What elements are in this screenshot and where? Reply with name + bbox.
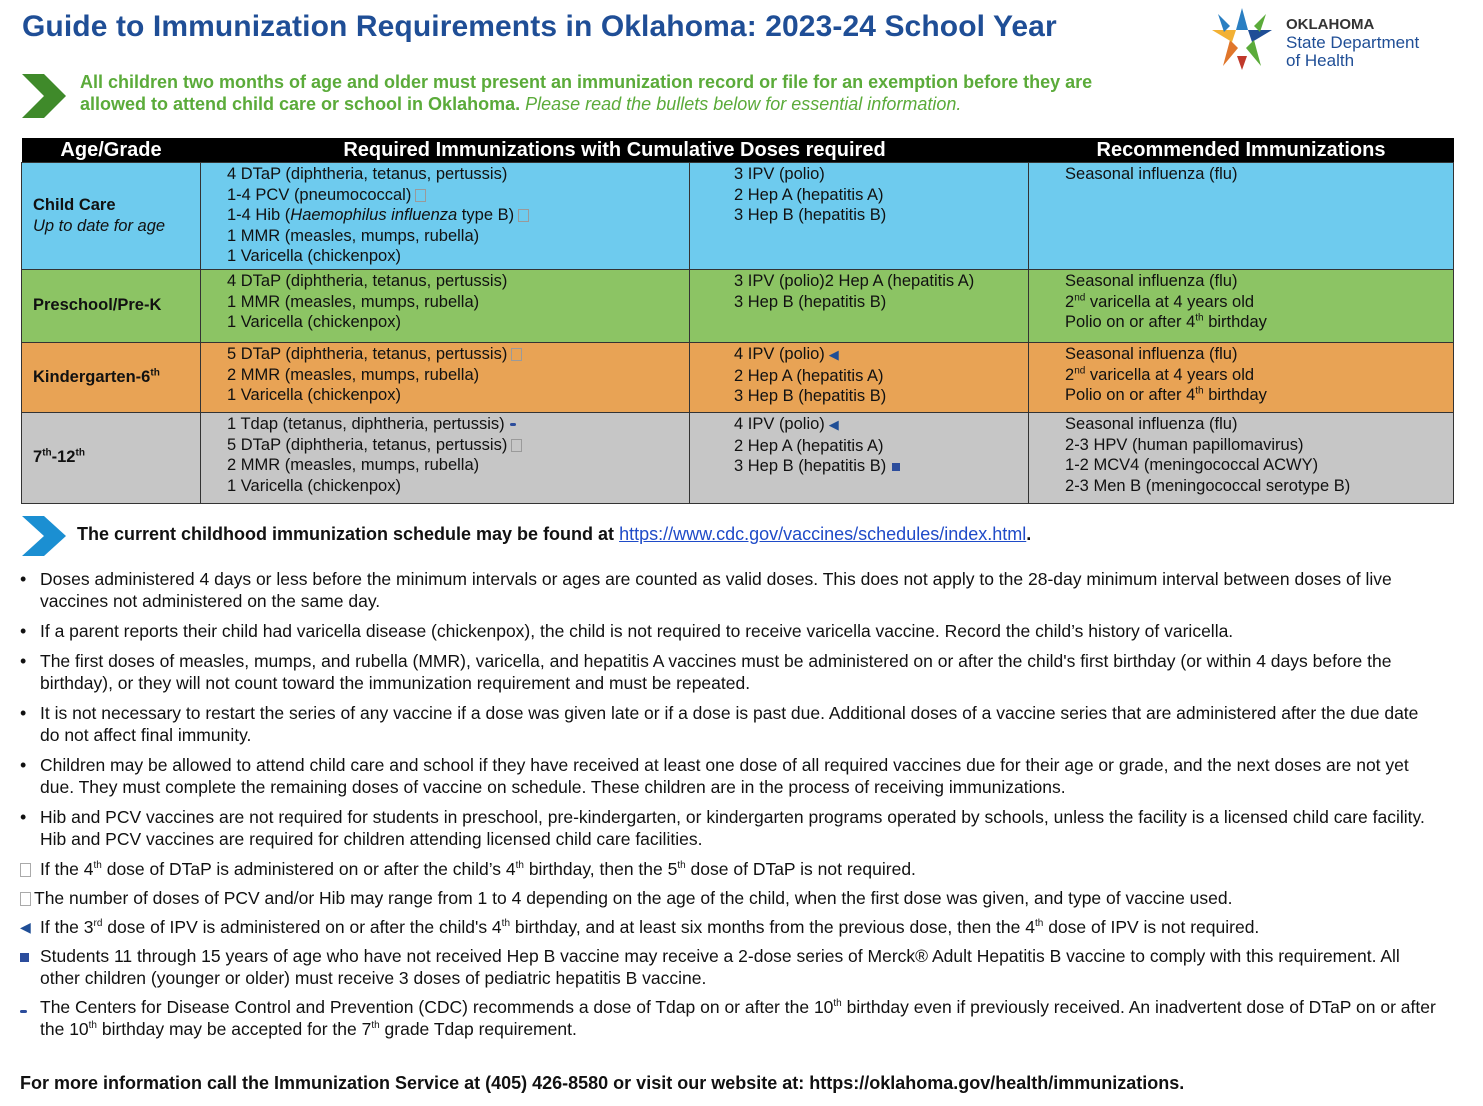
green-chevron-icon	[22, 74, 66, 118]
list-item: Seasonal influenza (flu)	[1065, 272, 1238, 290]
required-cell-2	[690, 270, 1029, 343]
list-item: 2-3 HPV (human papillomavirus)	[1065, 435, 1304, 454]
cdc-period: .	[1026, 524, 1032, 544]
square-icon	[892, 463, 900, 471]
list-item: 1 Varicella (chickenpox)	[227, 386, 401, 404]
intro-italic: Please read the bullets below for essential information.	[525, 94, 962, 114]
cdc-schedule-line	[77, 524, 1031, 545]
bullet-icon	[20, 650, 38, 672]
dash-icon	[20, 1010, 27, 1013]
list-item: Polio on or after 4th birthday	[1065, 385, 1267, 404]
header-required: Required Immunizations with Cumulative Doses required	[201, 138, 1029, 163]
age-cell	[22, 270, 201, 343]
footnote-box-icon	[511, 439, 522, 452]
required-cell-2	[690, 413, 1029, 504]
required-cell-1	[201, 413, 690, 504]
footnote-box-icon	[20, 892, 31, 906]
header-recommended: Recommended Immunizations	[1029, 138, 1454, 163]
list-item: 3 IPV (polio)2 Hep A (hepatitis A)	[734, 272, 975, 290]
list-item: 1 MMR (measles, mumps, rubella)	[227, 226, 480, 245]
triangle-left-icon: ◀	[828, 417, 839, 432]
list-item: If the 4th dose of DTaP is administered on or after the child’s 4th birthday, then the 5th dose of DTaP is not required.	[20, 858, 1440, 880]
list-item: 2nd varicella at 4 years old	[1065, 365, 1255, 384]
required-cell-1	[201, 270, 690, 343]
list-item: 1-2 MCV4 (meningococcal ACWY)	[1065, 456, 1319, 474]
age-sublabel: Up to date for age	[33, 216, 166, 235]
list-item: 1-4 Hib (Haemophilus influenza type B)	[227, 205, 689, 226]
required-cell-2	[690, 163, 1029, 270]
list-item: 2-3 Men B (meningococcal serotype B)	[1065, 476, 1351, 495]
age-cell	[22, 343, 201, 413]
age-cell	[22, 163, 201, 270]
list-item: The number of doses of PCV and/or Hib may range from 1 to 4 depending on the age of the child, when the first dose was given, and type of vaccine used.	[20, 887, 1440, 909]
list-item: Seasonal influenza (flu)	[1065, 345, 1238, 363]
cdc-schedule-link[interactable]: https://www.cdc.gov/vaccines/schedules/index.html	[619, 524, 1027, 544]
list-item: 1 Varicella (chickenpox)	[227, 476, 401, 495]
list-item: 4 DTaP (diphtheria, tetanus, pertussis)	[227, 165, 508, 183]
list-item: 2 MMR (measles, mumps, rubella)	[227, 365, 480, 384]
footnote-box-icon	[415, 189, 426, 202]
list-item: Seasonal influenza (flu)	[1065, 415, 1238, 433]
footnote-box-icon	[511, 348, 522, 361]
list-item: 4 IPV (polio) ◀	[734, 345, 839, 363]
list-item: • Children may be allowed to attend child care and school if they have received at least one dose of all required vaccines due for their age or grade, and the next doses are not yet due. They must complete the remaining doses of vaccine on schedule. These children are in the process of receiving immunizations.	[20, 754, 1440, 798]
age-label: 7th-12th	[33, 447, 85, 467]
list-item: 3 Hep B (hepatitis B)	[734, 206, 887, 224]
intro-text	[80, 71, 1160, 115]
cdc-text: The current childhood immunization schedule may be found at	[77, 524, 620, 544]
list-item: 1 Varicella (chickenpox)	[227, 313, 401, 331]
list-item: The Centers for Disease Control and Prevention (CDC) recommends a dose of Tdap on or after the 10th birthday even if previously received. An inadvertent dose of DTaP on or after the 10th birthday may be accepted for the 7th grade Tdap requirement.	[20, 996, 1440, 1040]
list-item: • If a parent reports their child had varicella disease (chickenpox), the child is not required to receive varicella vaccine. Record the child’s history of varicella.	[20, 620, 1440, 642]
required-cell-1	[201, 163, 690, 270]
list-item: Seasonal influenza (flu)	[1065, 165, 1238, 183]
list-item: 5 DTaP (diphtheria, tetanus, pertussis)	[227, 435, 689, 456]
list-item: • It is not necessary to restart the series of any vaccine if a dose was given late or if a dose is past due. Additional doses of a vaccine series that are administered after the due date do not affect final immunity.	[20, 702, 1440, 746]
list-item: ◀ If the 3rd dose of IPV is administered on or after the child's 4th birthday, and at least six months from the previous dose, then the 4th dose of IPV is not required.	[20, 917, 1260, 937]
list-item: 4 DTaP (diphtheria, tetanus, pertussis)	[227, 272, 508, 290]
square-icon	[20, 953, 29, 962]
age-label: Kindergarten-6th	[33, 367, 160, 386]
list-item: 1 Tdap (tetanus, diphtheria, pertussis)	[227, 414, 689, 435]
list-item: 2 Hep A (hepatitis A)	[734, 436, 884, 455]
star-logo-icon	[1206, 4, 1278, 74]
bullet-icon	[20, 754, 38, 776]
age-label: Preschool/Pre-K	[33, 296, 162, 315]
recommended-cell	[1029, 413, 1454, 504]
footer-contact: For more information call the Immunization Service at (405) 426-8580 or visit our website at: https://oklahoma.gov/health/immunizations.	[20, 1073, 1185, 1093]
table-row	[22, 343, 1454, 413]
age-cell	[22, 413, 201, 504]
footnote-box-icon	[20, 863, 31, 877]
list-item: 2nd varicella at 4 years old	[1065, 292, 1255, 311]
list-item: 2 Hep A (hepatitis A)	[734, 185, 884, 204]
list-item: • Doses administered 4 days or less before the minimum intervals or ages are counted as valid doses. This does not apply to the 28-day minimum interval between doses of live vaccines not administered on the same day.	[20, 568, 1440, 612]
list-item: • Hib and PCV vaccines are not required for students in preschool, pre-kindergarten, or kindergarten programs operated by schools, unless the facility is a licensed child care facility. Hib and PCV vaccines are required for children attending licensed child care facilities.	[20, 806, 1440, 850]
dash-icon	[510, 423, 516, 426]
footnote-box-icon	[518, 209, 529, 222]
table-row	[22, 270, 1454, 343]
list-item: 3 Hep B (hepatitis B)	[734, 456, 1028, 477]
intro-bold: All children two months of age and older must present an immunization record or file for an exemption before they are allowed to attend child care or school in Oklahoma.	[80, 72, 1093, 114]
table-row	[22, 413, 1454, 504]
bullet-icon	[20, 702, 38, 724]
logo-line-2: State Department	[1286, 33, 1420, 52]
list-item: 3 IPV (polio)	[734, 165, 825, 183]
blue-chevron-icon	[22, 516, 66, 556]
list-item: 3 Hep B (hepatitis B)	[734, 387, 887, 405]
list-item: Students 11 through 15 years of age who have not received Hep B vaccine may receive a 2-dose series of Merck® Adult Hepatitis B vaccine to comply with this requirement. All other children (younger or older) must receive 3 doses of pediatric hepatitis B vaccine.	[20, 945, 1440, 989]
notes-list	[20, 568, 1440, 1047]
recommended-cell	[1029, 163, 1454, 270]
bullet-icon	[20, 806, 38, 828]
required-cell-2	[690, 343, 1029, 413]
list-item: 1 Varicella (chickenpox)	[227, 247, 401, 265]
page-title: Guide to Immunization Requirements in Oklahoma: 2023-24 School Year	[22, 10, 1057, 43]
header-age: Age/Grade	[22, 138, 201, 163]
list-item: 2 MMR (measles, mumps, rubella)	[227, 456, 480, 474]
recommended-cell	[1029, 270, 1454, 343]
triangle-left-icon: ◀	[20, 919, 31, 935]
list-item: • The first doses of measles, mumps, and rubella (MMR), varicella, and hepatitis A vaccines must be administered on or after the child's first birthday (or within 4 days before the birthday), or they will not count toward the immunization requirement and must be repeated.	[20, 650, 1440, 694]
list-item: 1 MMR (measles, mumps, rubella)	[227, 292, 480, 311]
list-item: 5 DTaP (diphtheria, tetanus, pertussis)	[227, 344, 689, 365]
logo-line-3: of Health	[1286, 51, 1355, 70]
list-item: Polio on or after 4th birthday	[1065, 312, 1267, 331]
bullet-icon	[20, 620, 38, 642]
triangle-left-icon: ◀	[828, 347, 839, 362]
requirements-table	[21, 138, 1454, 504]
table-header-row	[22, 138, 1454, 163]
bullet-icon	[20, 568, 38, 590]
list-item: 3 Hep B (hepatitis B)	[734, 292, 887, 311]
recommended-cell	[1029, 343, 1454, 413]
osdh-logo	[1206, 4, 1466, 74]
list-item: 2 Hep A (hepatitis A)	[734, 366, 884, 385]
table-row	[22, 163, 1454, 270]
required-cell-1	[201, 343, 690, 413]
list-item: 1-4 PCV (pneumococcal)	[227, 185, 689, 206]
age-label: Child Care	[33, 196, 116, 214]
list-item: 4 IPV (polio) ◀	[734, 415, 839, 433]
logo-line-1: OKLAHOMA	[1286, 16, 1375, 33]
